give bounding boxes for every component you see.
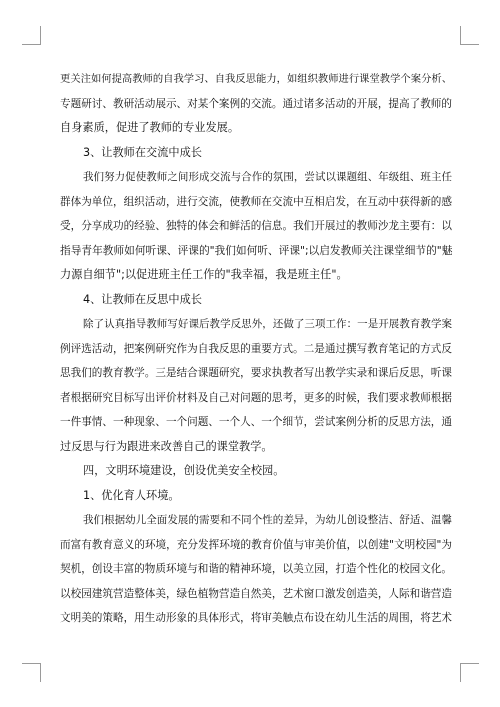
text-line: 力源自细节";以促进班主任工作的"我幸福，我是班主任"。 <box>60 268 348 281</box>
crop-mark-top-right <box>460 26 479 45</box>
text-line: 受，分享成功的经验、独特的体会和鲜活的信息。我们开展过的教师沙龙主要有：以 <box>60 220 452 232</box>
text-line: 文明美的策略，用生动形象的具体形式，将审美触点布设在幼儿生活的周围，将艺术 <box>60 612 452 624</box>
text-line: 我们努力促使教师之间形成交流与合作的氛围，尝试以课题组、年级组、班主任 <box>83 171 452 183</box>
crop-mark-top-left <box>22 26 41 45</box>
text-line: 思我们的教育教学。三是结合课题研究，要求执教者写出教学实录和课后反思，听课 <box>60 367 452 379</box>
crop-mark-bottom-left <box>22 663 41 682</box>
text-line: 指导青年教师如何听课、评课的"我们如何听、评课";以启发教师关注课堂细节的"魅 <box>60 243 453 257</box>
text-line: 者根据研究目标写出评价材料及自己对问题的思考，更多的时候，我们要求教师根据 <box>60 391 452 404</box>
text-line: 我们根据幼儿全面发展的需要和不同个性的差异，为幼儿创设整洁、舒适、温馨 <box>83 514 452 526</box>
text-line: 过反思与行为跟进来改善自己的课堂教学。 <box>60 439 273 453</box>
section-heading: 3、让教师在交流中成长 <box>83 145 202 159</box>
text-line: 而富有教育意义的环境，充分发挥环境的教育价值与审美价值，以创建"文明校园"为 <box>60 538 452 551</box>
text-line: 自身素质，促进了教师的专业发展。 <box>60 121 240 134</box>
text-line: 除了认真指导教师写好课后教学反思外，还做了三项工作：一是开展教育教学案 <box>83 318 452 330</box>
text-line: 一件事情、一种现象、一个问题、一个人、一个细节，尝试案例分析的反思方法，通 <box>60 416 452 428</box>
text-line: 例评选活动，把案例研究作为自我反思的重要方式。二是通过撰写教育笔记的方式反 <box>60 342 452 355</box>
text-line: 更关注如何提高教师的自我学习、自我反思能力，如组织教师进行课堂教学个案分析、 <box>60 73 452 85</box>
text-line: 契机，创设丰富的物质环境与和谐的精神环境，以美立园，打造个性化的校园文化。 <box>60 563 452 575</box>
crop-mark-bottom-right <box>460 663 479 682</box>
section-heading: 4、让教师在反思中成长 <box>83 292 202 306</box>
section-heading: 1、优化育人环境。 <box>83 488 180 502</box>
text-line: 专题研讨、教研活动展示、对某个案例的交流。通过诸多活动的开展，提高了教师的 <box>60 97 452 110</box>
text-line: 以校园建筑营造整体美，绿色植物营造自然美，艺术窗口激发创造美，人际和谐营造 <box>60 587 452 600</box>
document-body <box>60 67 452 631</box>
section-heading: 四，文明环境建设，创设优美安全校园。 <box>83 464 285 477</box>
text-line: 群体为单位，组织活动，进行交流，使教师在交流中互相启发，在互动中获得新的感 <box>60 195 452 208</box>
